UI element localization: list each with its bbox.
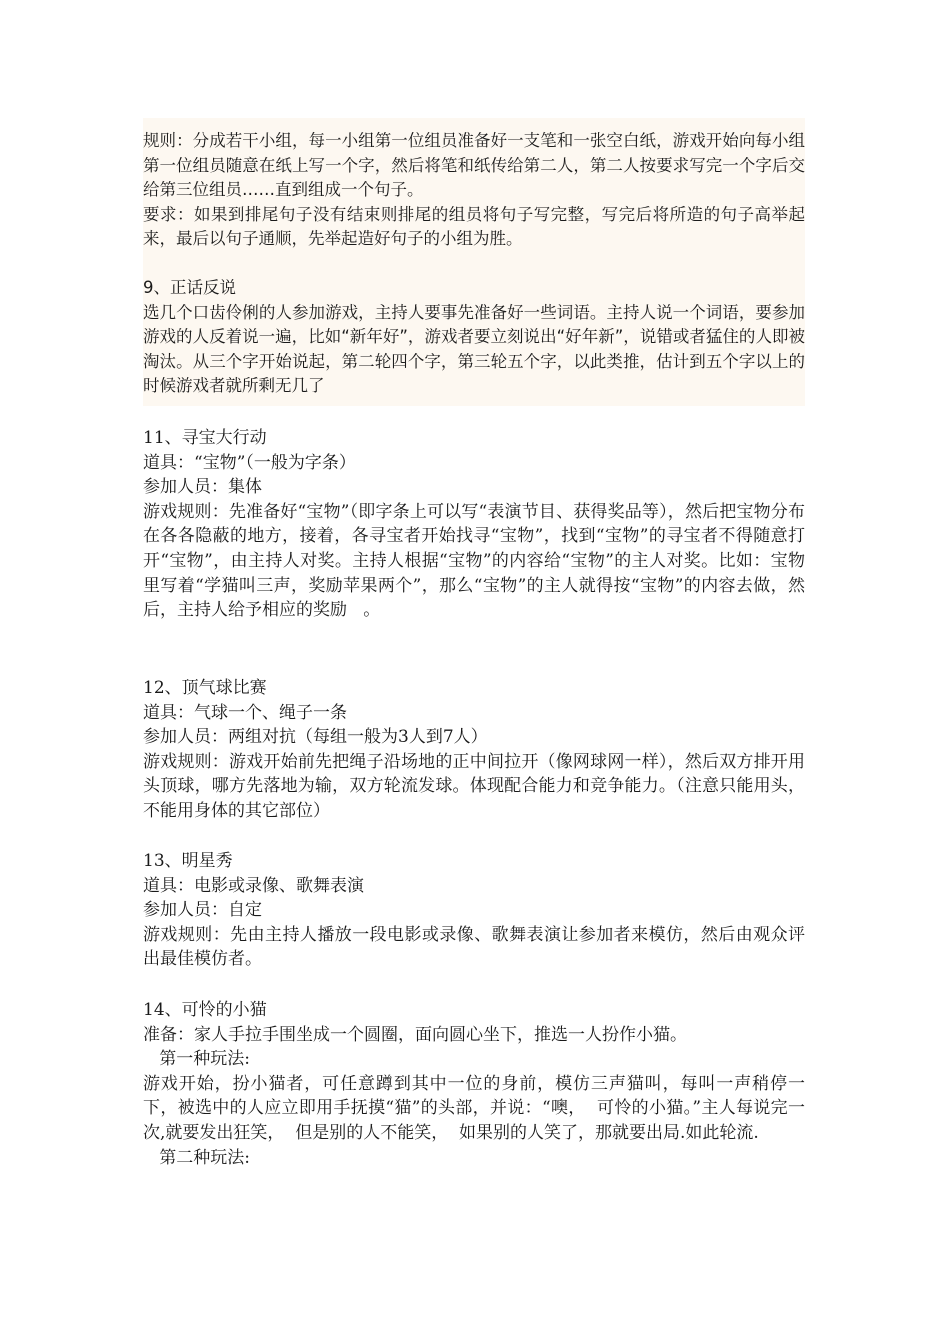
section-13-props: 道具：电影或录像、歌舞表演 <box>143 875 364 896</box>
section-12-participants: 参加人员：两组对抗（每组一般为3人到7人） <box>143 727 488 748</box>
section-12-rules: 游戏规则：游戏开始前先把绳子沿场地的正中间拉开（像网球网一样），然后双方排开用头顶球，哪方先落地为输，双方轮流发球。体现配合能力和竞争能力。（注意只能用头，不能用身体的其它部位） <box>143 751 805 821</box>
section-9-title: 9、正话反说 <box>143 278 236 297</box>
section-13-rules: 游戏规则：先由主持人播放一段电影或录像、歌舞表演让参加者来模仿，然后由观众评出最佳模仿者。 <box>143 924 805 970</box>
requirement-text: 要求：如果到排尾句子没有结束则排尾的组员将句子写完整，写完后将所造的句子高举起来，最后以句子通顺，先举起造好句子的小组为胜。 <box>143 204 805 249</box>
section-12-props: 道具：气球一个、绳子一条 <box>143 702 347 723</box>
section-13-participants: 参加人员：自定 <box>143 900 262 921</box>
section-11-title: 11、寻宝大行动 <box>143 428 267 448</box>
section-13 <box>143 849 805 972</box>
section-14-method2-label: 第二种玩法: <box>143 1147 250 1168</box>
section-14-method1-label: 第一种玩法: <box>143 1049 250 1070</box>
section-11-participants: 参加人员：集体 <box>143 477 262 498</box>
section-13-title: 13、明星秀 <box>143 851 233 871</box>
section-9 <box>143 276 805 399</box>
section-12 <box>143 676 805 824</box>
section-14-method1-text: 游戏开始，扮小猫者，可任意蹲到其中一位的身前，模仿三声猫叫，每叫一声稍停一下，被选中的人应立即用手抚摸“猫”的头部，并说：“噢， 可怜的小猫。”主人每说完一次,就要发出狂笑， 但是别的人不能笑， 如果别的人笑了，那就要出局.如此轮流. <box>143 1073 805 1143</box>
rule-text: 规则：分成若干小组，每一小组第一位组员准备好一支笔和一张空白纸，游戏开始向每小组第一位组员随意在纸上写一个字，然后将笔和纸传给第二人，第二人按要求写完一个字后交给第三位组员……直到组成一个句子。 <box>143 131 805 200</box>
section-14-preparation: 准备：家人手拉手围坐成一个圆圈，面向圆心坐下，推选一人扮作小猫。 <box>143 1024 687 1045</box>
section-11-props: 道具：“宝物”（一般为字条） <box>143 452 356 473</box>
section-14 <box>143 998 805 1170</box>
section-14-title: 14、可怜的小猫 <box>143 1000 267 1020</box>
section-9-body: 选几个口齿伶俐的人参加游戏，主持人要事先准备好一些词语。主持人说一个词语，要参加游戏的人反着说一遍，比如“新年好”，游戏者要立刻说出“好年新”，说错或者猛住的人即被淘汰。从三个字开始说起，第二轮四个字，第三轮五个字，以此类推，估计到五个字以上的时候游戏者就所剩无几了 <box>143 302 805 396</box>
section-11-rules: 游戏规则：先准备好“宝物”（即字条上可以写“表演节目、获得奖品等），然后把宝物分布在各各隐蔽的地方，接着，各寻宝者开始找寻“宝物”，找到“宝物”的寻宝者不得随意打开“宝物”，由主持人对奖。主持人根据“宝物”的内容给“宝物”的主人对奖。比如：宝物里写着“学猫叫三声，奖励苹果两个”，那么“宝物”的主人就得按“宝物”的内容去做，然后，主持人给予相应的奖励 。 <box>143 501 805 621</box>
section-11 <box>143 426 805 623</box>
section-rules <box>143 129 805 252</box>
section-12-title: 12、顶气球比赛 <box>143 678 267 698</box>
